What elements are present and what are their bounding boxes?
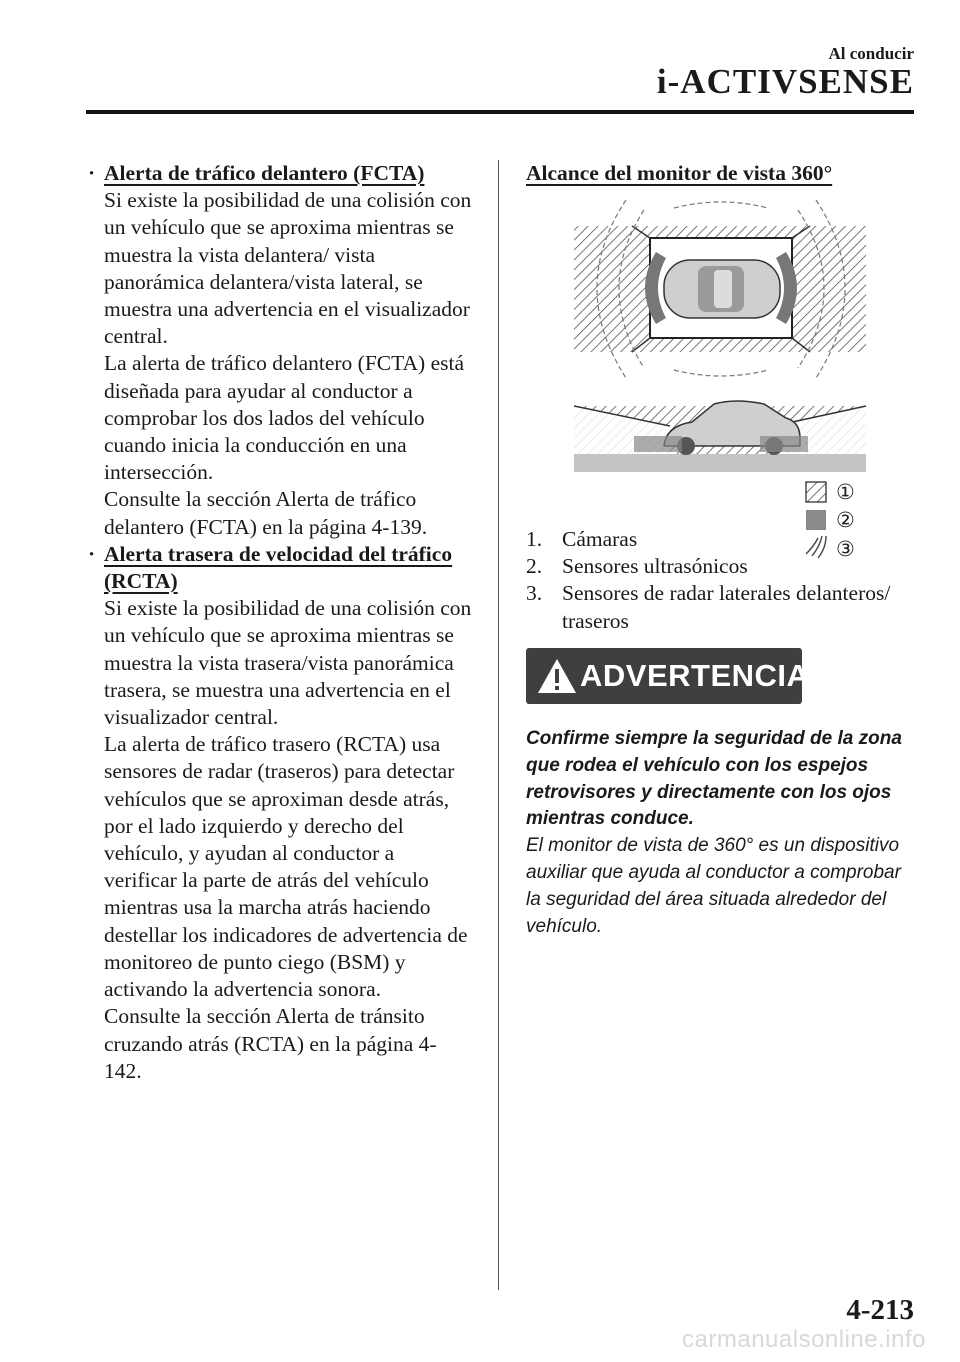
watermark: carmanualsonline.info bbox=[682, 1326, 926, 1353]
warning-banner bbox=[526, 648, 810, 704]
legend-label-1: ① bbox=[836, 480, 855, 504]
chapter-title: i-ACTIVSENSE bbox=[656, 62, 914, 101]
bullet-icon: · bbox=[88, 161, 96, 185]
list-text: Sensores de radar laterales delanteros/ traseros bbox=[562, 581, 891, 633]
paragraph: Consulte la sección Alerta de tráfico delantero (FCTA) en la página 4-139. bbox=[104, 487, 428, 539]
bullet-icon: · bbox=[88, 541, 96, 566]
header-rule bbox=[86, 110, 914, 114]
diagram-title: Alcance del monitor de vista 360° bbox=[526, 161, 833, 185]
sensor-range-diagram bbox=[574, 200, 870, 570]
right-column bbox=[526, 160, 920, 937]
warning-text: El monitor de vista de 360° es un dispositivo auxiliar que ayuda al conductor a comprobar la seguridad del área situada alrededor del vehículo. bbox=[526, 835, 901, 937]
warning-body bbox=[526, 726, 920, 940]
list-item bbox=[526, 526, 920, 553]
numbered-list bbox=[526, 526, 920, 635]
item-heading: Alerta trasera de velocidad del tráfico (RCTA) bbox=[104, 541, 453, 594]
list-number: 3. bbox=[526, 581, 543, 606]
paragraph: La alerta de tráfico trasero (RCTA) usa sensores de radar (traseros) para detectar vehículos que se aproximan desde atrás, por el lado izquierdo y derecho del vehículo, y ayudan al conductor a verificar la parte de atrás del vehículo mientras usa la marcha atrás haciendo destellar los indicadores de advertencia de monitoreo de punto ciego (BSM) y activando la advertencia sonora. bbox=[104, 732, 468, 1002]
column-divider bbox=[498, 160, 499, 1290]
warning-icon bbox=[536, 656, 578, 696]
side-view bbox=[574, 401, 866, 472]
left-column bbox=[86, 160, 472, 1085]
item-heading: Alerta de tráfico delantero (FCTA) bbox=[104, 161, 425, 185]
paragraph: Consulte la sección Alerta de tránsito cruzando atrás (RCTA) en la página 4-142. bbox=[104, 1004, 437, 1083]
paragraph: Si existe la posibilidad de una colisión con un vehículo que se aproxima mientras se muestra la vista trasera/vista panorámica trasera, se muestra una advertencia en el visualizador central. bbox=[104, 596, 472, 730]
paragraph: Si existe la posibilidad de una colisión con un vehículo que se aproxima mientras se muestra la vista delantera/ vista panorámica delantera/vista lateral, se muestra una advertencia en el visualizador central. bbox=[104, 188, 472, 349]
list-item bbox=[526, 580, 920, 634]
warning-label: ADVERTENCIA bbox=[580, 658, 810, 693]
list-item bbox=[526, 553, 920, 580]
list-number: 1. bbox=[526, 527, 543, 551]
legend-label-2: ② bbox=[836, 508, 855, 532]
paragraph: La alerta de tráfico delantero (FCTA) está diseñada para ayudar al conductor a comprobar los dos lados del vehículo cuando inicia la conducción en una intersección. bbox=[104, 351, 465, 485]
legend-label-3: ③ bbox=[836, 537, 855, 561]
section-header: Al conducir bbox=[828, 44, 914, 63]
list-text: Cámaras bbox=[562, 527, 638, 551]
list-number: 2. bbox=[526, 554, 543, 579]
top-view bbox=[574, 200, 866, 378]
list-text: Sensores ultrasónicos bbox=[562, 554, 748, 579]
page-number: 4-213 bbox=[846, 1294, 914, 1326]
list-item-fcta bbox=[86, 160, 472, 541]
warning-bold-text: Confirme siempre la seguridad de la zona que rodea el vehículo con los espejos retrovisores y directamente con los ojos mientras conduce. bbox=[526, 728, 902, 830]
list-item-rcta bbox=[86, 541, 472, 1085]
